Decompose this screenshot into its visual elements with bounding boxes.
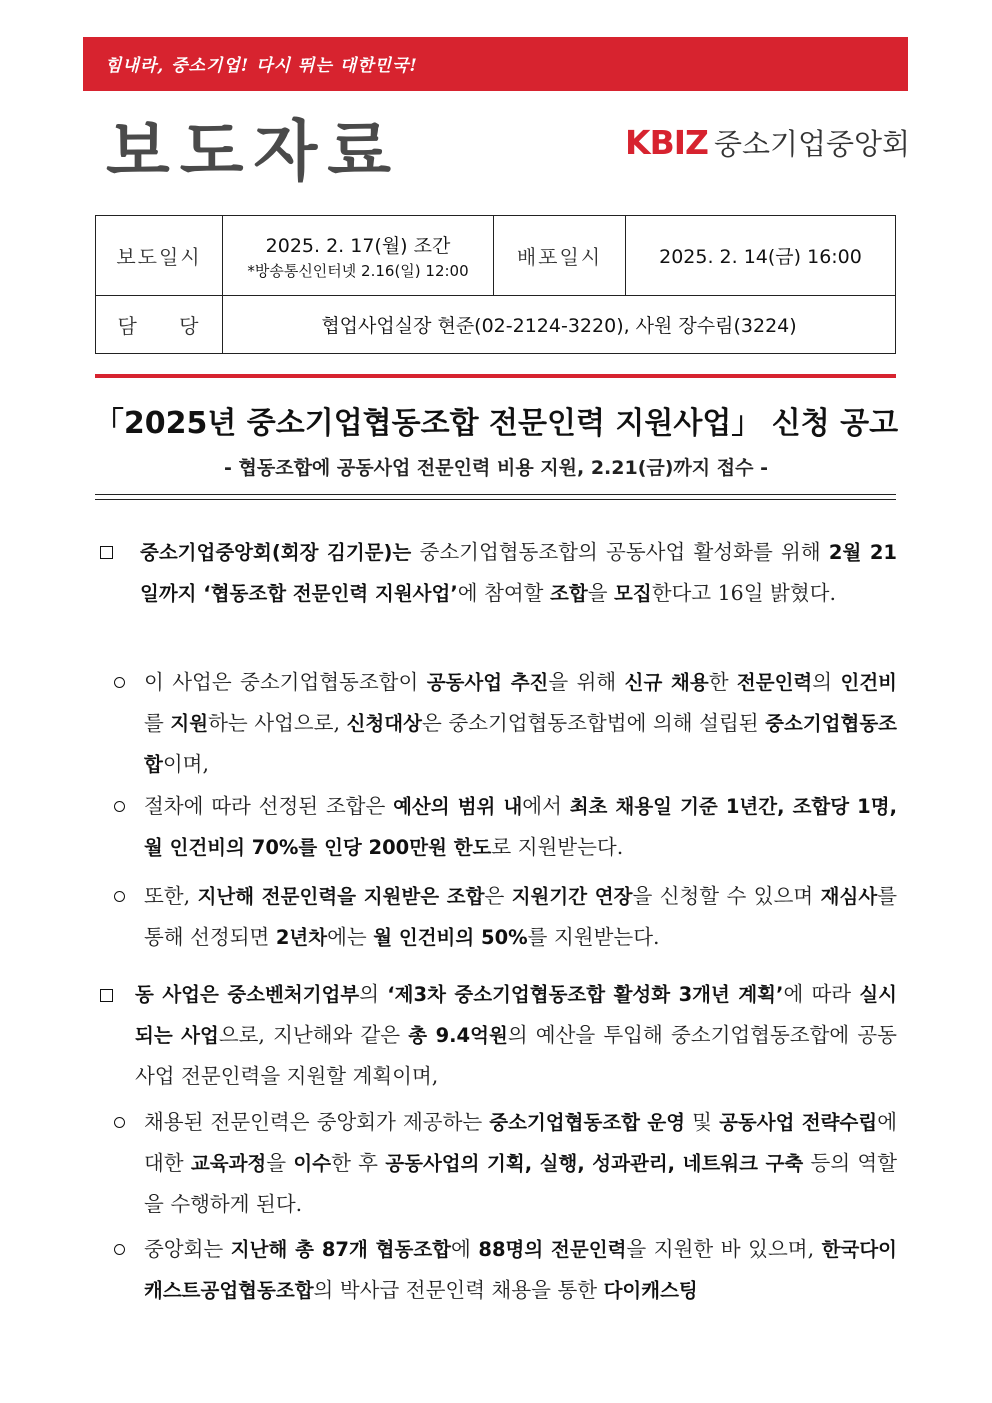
emphasis-text: 중소기업중앙회(회장 김기문)는	[140, 541, 412, 564]
square-bullet-icon	[100, 989, 113, 1002]
emphasis-text: 한국다이캐스트공업협동조합	[144, 1238, 898, 1302]
release-date-cell	[223, 216, 494, 296]
emphasis-text: 실시되는 사업	[135, 983, 897, 1047]
logo-mark: KBIZ	[625, 122, 708, 162]
body-text: 에 따라	[783, 982, 860, 1006]
body-text: 을	[266, 1151, 294, 1175]
body-text: 중소기업협동조합의 공동사업 활성화를 위해	[411, 540, 829, 564]
emphasis-text: 다이캐스팅	[603, 1279, 698, 1302]
document-title: 보도자료	[106, 113, 402, 190]
subheadline: - 협동조합에 공동사업 전문인력 비용 지원, 2.21(금)까지 접수 -	[224, 457, 768, 479]
emphasis-text: 공동사업 추진	[426, 671, 549, 694]
emphasis-text: 공동사업의 기획, 실행, 성과관리, 네트워크 구축	[385, 1152, 804, 1175]
emphasis-text: 2년차	[275, 926, 328, 949]
emphasis-text: 신청대상	[346, 712, 422, 735]
body-text: 에는	[327, 925, 374, 949]
body-text: 에 대한	[144, 1110, 897, 1175]
body-text: 은 중소기업협동조합법에 의해 설립된	[421, 711, 766, 735]
body-text: 을 신청할 수 있으며	[632, 884, 821, 908]
emphasis-text: 인건비	[840, 671, 897, 694]
emphasis-text: 지난해 전문인력을 지원받은 조합	[197, 885, 485, 908]
release-info-table	[95, 215, 896, 354]
banner-slogan: 힘내라, 중소기업! 다시 뛰는 대한민국!	[105, 56, 418, 76]
subhead-divider-top	[95, 494, 896, 495]
emphasis-text: 공동사업 전략수립	[719, 1111, 878, 1134]
logo-text: 중소기업중앙회	[713, 126, 911, 161]
paragraph-3	[144, 786, 897, 868]
emphasis-text: 조합	[550, 582, 588, 605]
body-text: 의 박사급 전문인력 채용을 통한	[313, 1278, 604, 1302]
body-text: 및	[685, 1110, 720, 1134]
top-banner	[83, 37, 908, 91]
body-text: 채용된 전문인력은 중앙회가 제공하는	[144, 1110, 490, 1134]
distribution-date-label: 배포일시	[494, 216, 626, 296]
circle-bullet-icon	[114, 1244, 125, 1255]
body-text: 를 지원받는다.	[527, 925, 660, 949]
emphasis-text: 지원기간 연장	[511, 885, 633, 908]
release-date-value: 2025. 2. 17(월) 조간	[265, 234, 451, 257]
body-text: 에 참여할	[457, 581, 550, 605]
emphasis-text: 전문인력	[736, 671, 813, 694]
emphasis-text: 88명의 전문인력	[478, 1238, 627, 1261]
body-text: 한	[708, 670, 737, 694]
emphasis-text: 최초 채용일 기준 1년간, 조합당 1명, 월 인건비의 70%를 인당 200만원 한도	[144, 795, 897, 859]
emphasis-text: 지난해 총 87개 협동조합	[230, 1238, 452, 1261]
body-text: 또한,	[144, 884, 198, 908]
emphasis-text: 중소기업협동조합	[144, 712, 897, 776]
body-text: 의	[359, 982, 388, 1006]
emphasis-text: 교육과정	[190, 1152, 267, 1175]
body-text: 절차에 따라 선정된 조합은	[144, 794, 394, 818]
contact-value: 협업사업실장 현준(02-2124-3220), 사원 장수림(3224)	[223, 296, 896, 354]
square-bullet-icon	[100, 546, 113, 559]
headline: 「2025년 중소기업협동조합 전문인력 지원사업」 신청 공고	[93, 406, 899, 441]
emphasis-text: 예산의 범위 내	[393, 795, 523, 818]
body-text: 의	[812, 670, 841, 694]
body-text: 로 지원받는다.	[491, 835, 624, 859]
paragraph-1	[140, 532, 897, 614]
emphasis-text: 중소기업협동조합 운영	[489, 1111, 686, 1134]
emphasis-text: 지원	[170, 712, 209, 735]
emphasis-text: 총 9.4억원	[408, 1024, 508, 1047]
body-text: 으로, 지난해와 같은	[218, 1023, 409, 1047]
circle-bullet-icon	[114, 1117, 125, 1128]
body-text: 이며,	[162, 752, 209, 776]
paragraph-4	[144, 876, 897, 958]
release-date-note: *방송통신인터넷 2.16(일) 12:00	[247, 261, 469, 280]
circle-bullet-icon	[114, 801, 125, 812]
body-text: 를	[144, 711, 171, 735]
body-text: 를 통해 선정되면	[144, 884, 897, 949]
kbiz-logo	[625, 122, 910, 162]
body-text: 이 사업은 중소기업협동조합이	[144, 670, 427, 694]
circle-bullet-icon	[114, 891, 125, 902]
distribution-date-value: 2025. 2. 14(금) 16:00	[626, 216, 896, 296]
body-text: 에	[451, 1237, 479, 1261]
body-text: 은	[484, 884, 512, 908]
circle-bullet-icon	[114, 677, 125, 688]
emphasis-text: ‘제3차 중소기업협동조합 활성화 3개년 계획’	[387, 983, 784, 1006]
emphasis-text: 신규 채용	[624, 671, 709, 694]
body-text: 한 후	[331, 1151, 386, 1175]
body-text: 을	[587, 581, 615, 605]
body-text: 등의 역할을 수행하게 된다.	[144, 1151, 898, 1216]
paragraph-5	[135, 974, 897, 1096]
title-divider-red	[95, 374, 896, 378]
body-text: 하는 사업으로,	[208, 711, 347, 735]
release-date-label: 보도일시	[96, 216, 223, 296]
paragraph-6	[144, 1102, 897, 1224]
body-text: 에서	[522, 794, 570, 818]
emphasis-text: 2월 21일까지 ‘협동조합 전문인력 지원사업’	[140, 541, 897, 605]
emphasis-text: 모집	[614, 582, 652, 605]
emphasis-text: 이수	[293, 1152, 332, 1175]
body-text: 을 지원한 바 있으며,	[626, 1237, 822, 1261]
body-text: 의 예산을 투입해 중소기업협동조합에 공동사업 전문인력을 지원할 계획이며,	[135, 1023, 897, 1088]
emphasis-text: 월 인건비의 50%	[373, 926, 528, 949]
subhead-divider-bottom	[95, 499, 896, 500]
body-text: 중앙회는	[144, 1237, 231, 1261]
paragraph-2	[144, 662, 897, 785]
contact-label: 담 당	[96, 296, 223, 354]
body-text: 한다고 16일 밝혔다.	[651, 581, 836, 605]
body-text: 을 위해	[548, 670, 625, 694]
emphasis-text: 재심사	[820, 885, 878, 908]
paragraph-7	[144, 1229, 897, 1311]
emphasis-text: 동 사업은 중소벤처기업부	[135, 983, 360, 1006]
